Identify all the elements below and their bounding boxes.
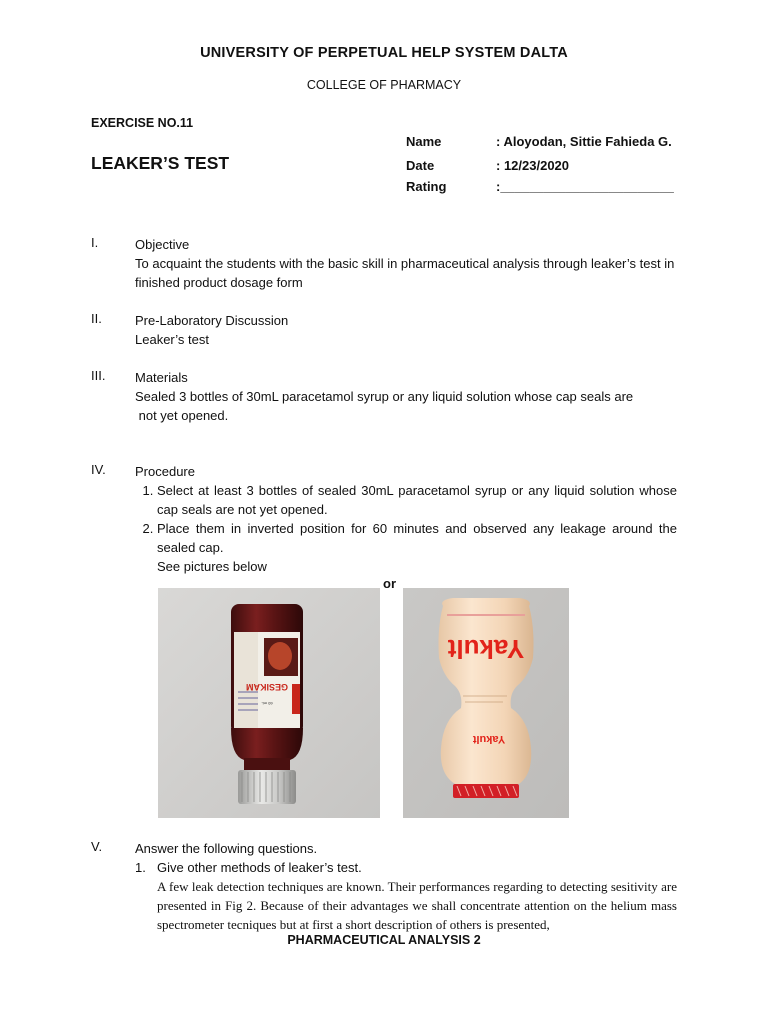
question-1 [135, 858, 677, 877]
section-answers [135, 839, 677, 934]
date-label: Date [406, 158, 435, 173]
section-num-answers: V. [91, 839, 103, 854]
date-row [406, 158, 569, 173]
procedure-steps [135, 481, 677, 557]
section-objective [135, 235, 677, 292]
yakult-label-main: Yakult [447, 634, 525, 664]
procedure-heading: Procedure [135, 464, 195, 479]
college-name: COLLEGE OF PHARMACY [306, 78, 462, 92]
photo-inverted-syrup-bottle [158, 588, 380, 818]
rating-label: Rating [406, 179, 447, 194]
section-num-materials: III. [91, 368, 106, 383]
answer-1-text: A few leak detection techniques are known. Their performances regarding to detecting sesitivity are presented in Fig 2. Because of their advantages we shall concentrate attention on the helium mass spectrometer tecniques but at first a short description of others is presented, [157, 879, 677, 932]
objective-heading: Objective [135, 237, 190, 252]
photo-inverted-yakult-bottle [403, 588, 569, 818]
exercise-title: LEAKER’S TEST [91, 153, 230, 173]
rating-value: :________________________ [496, 179, 674, 194]
name-label: Name [406, 134, 442, 149]
section-procedure [135, 462, 677, 576]
page-footer: PHARMACEUTICAL ANALYSIS 2 [287, 933, 481, 947]
procedure-step-1: 1. Select at least 3 bottles of sealed 30mL paracetamol syrup or any liquid solution whose cap seals are not yet opened. [157, 481, 677, 519]
yakult-label-small: Yakult [472, 733, 506, 745]
objective-text: To acquaint the students with the basic skill in pharmaceutical analysis through leaker’s test in finished product dosage form [135, 256, 675, 290]
exercise-number: EXERCISE NO.11 [91, 116, 194, 130]
or-label: or [383, 576, 396, 591]
syrup-label-volume: 60 mL [261, 701, 273, 706]
name-row [406, 134, 672, 149]
university-name: UNIVERSITY OF PERPETUAL HELP SYSTEM DALTA [200, 45, 568, 61]
materials-line2: not yet opened. [135, 408, 229, 423]
materials-heading: Materials [135, 370, 188, 385]
materials-line1: Sealed 3 bottles of 30mL paracetamol syrup or any liquid solution whose cap seals are [135, 389, 634, 404]
prelab-heading: Pre-Laboratory Discussion [135, 313, 289, 328]
prelab-text: Leaker’s test [135, 332, 209, 347]
answers-heading: Answer the following questions. [135, 841, 318, 856]
question-1-number: 1. [135, 860, 146, 875]
section-num-procedure: IV. [91, 462, 106, 477]
section-materials [135, 368, 695, 425]
section-num-prelab: II. [91, 311, 102, 326]
section-prelab [135, 311, 677, 349]
procedure-step-2: 2. Place them in inverted position for 60 minutes and observed any leakage around the sealed cap. [157, 519, 677, 557]
section-num-objective: I. [91, 235, 99, 250]
procedure-note: See pictures below [157, 559, 267, 574]
date-value: : 12/23/2020 [496, 158, 570, 173]
syrup-label-brand: GESIKAM [245, 682, 289, 692]
name-value: : Aloyodan, Sittie Fahieda G. [496, 134, 672, 149]
rating-row [406, 179, 674, 194]
question-1-text: Give other methods of leaker’s test. [157, 860, 362, 875]
